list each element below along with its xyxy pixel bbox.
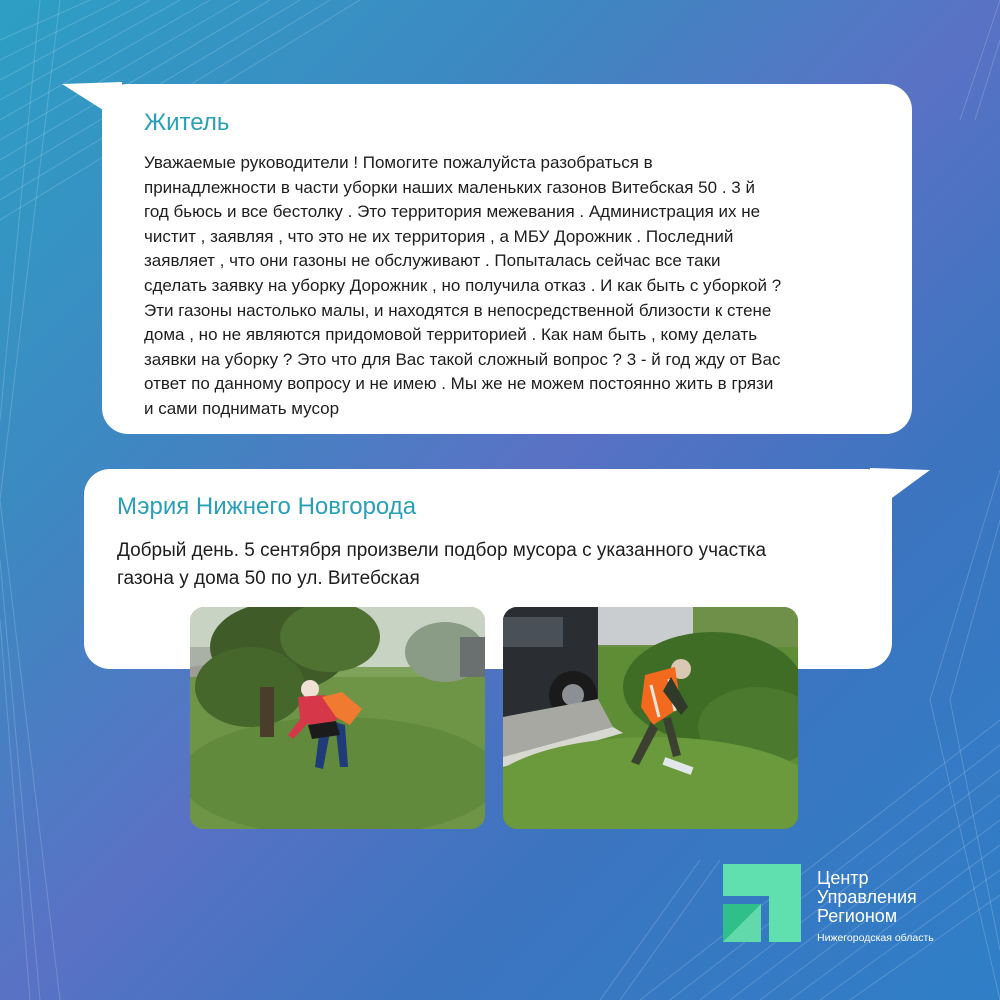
cleanup-photo-1: [190, 607, 485, 829]
resident-line: чистит , заявляя , что это не их территория , а МБУ Дорожник . Последний: [144, 226, 734, 246]
resident-line: принадлежности в части уборки наших маленьких газонов Витебская 50 . 3 й: [144, 177, 755, 197]
resident-line: ответ по данному вопросу и не имею . Мы же не можем постоянно жить в грязи: [144, 374, 774, 394]
resident-line: год бьюсь и все бестолку . Это территория межевания . Администрация их не: [144, 202, 761, 222]
resident-line: сделать заявку на уборку Дорожник , но получила отказ . И как быть с уборкой ?: [144, 275, 782, 295]
cleanup-photo-2: [503, 607, 798, 829]
resident-line: Уважаемые руководители ! Помогите пожалуйста разобраться в: [144, 153, 653, 172]
logo-subtitle: Нижегородская область: [817, 932, 934, 944]
logo-title-line-3: Регионом: [817, 906, 898, 926]
resident-line: дома , но не являются придомовой территорией . Как нам быть , кому делать: [144, 325, 758, 345]
logo-title-line-2: Управления: [817, 887, 917, 907]
resident-line: заявляет , что они газоны не обслуживают . Попыталась сейчас все таки: [144, 251, 721, 271]
reply-line: газона у дома 50 по ул. Витебская: [117, 568, 420, 589]
resident-line: заявки на уборку ? Это что для Вас такой сложный вопрос ? 3 - й год жду от Вас: [144, 349, 781, 369]
resident-author-name: Житель: [144, 109, 230, 136]
reply-message-text: [117, 537, 766, 593]
reply-line: Добрый день. 5 сентября произвели подбор мусора с указанного участка: [117, 540, 767, 561]
region-management-logo-icon: [723, 864, 801, 942]
resident-line: и сами поднимать мусор: [144, 398, 340, 418]
reply-author-name: Мэрия Нижнего Новгорода: [117, 493, 417, 520]
resident-line: Эти газоны настолько малы, и находятся в непосредственной близости к стене: [144, 300, 772, 320]
logo-title-line-1: Центр: [817, 868, 869, 888]
resident-message-text: [144, 151, 781, 422]
